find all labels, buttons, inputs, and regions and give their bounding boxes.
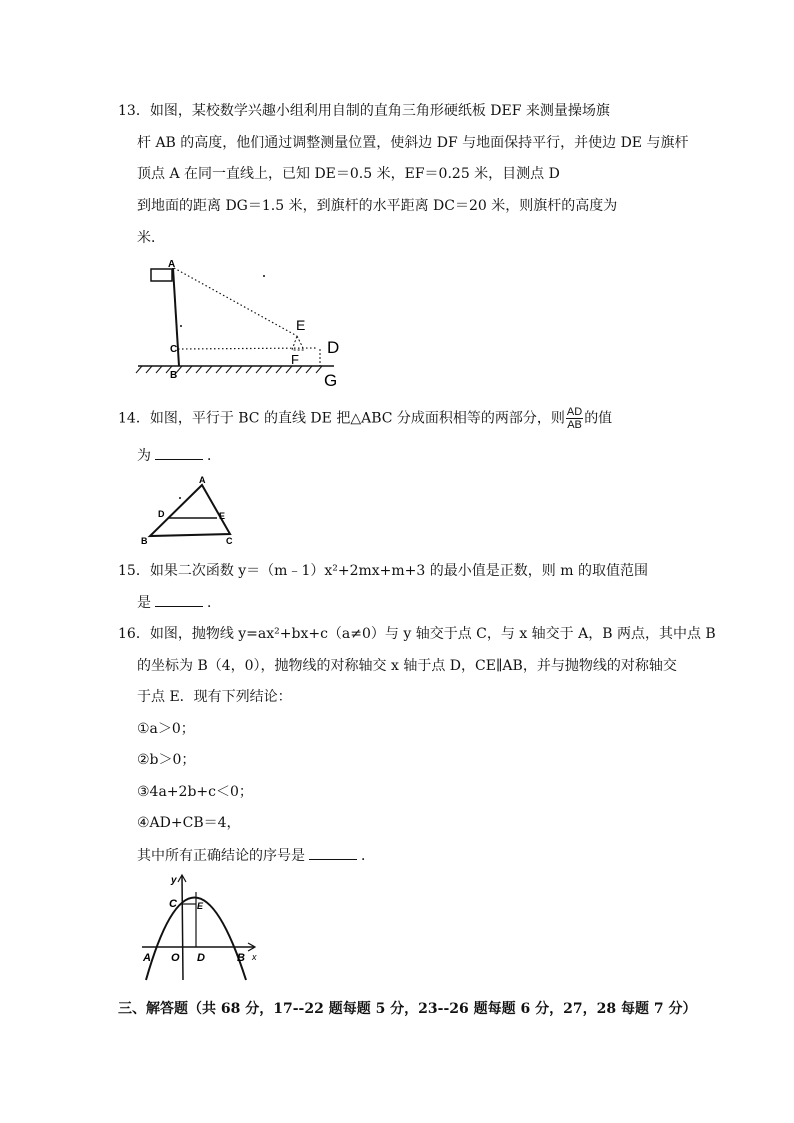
q13-line-4: 到地面的距离 DG＝1.5 米，到旗杆的水平距离 DC＝20 米，则旗杆的高度为 — [137, 198, 618, 214]
q13-line-3: 顶点 A 在同一直线上，已知 DE＝0.5 米，EF＝0.25 米，目测点 D — [137, 166, 560, 182]
label-y: y — [171, 875, 177, 886]
label-A: A — [199, 475, 206, 485]
label-D: D — [197, 952, 205, 964]
label-D: D — [327, 338, 340, 357]
q16-line-2: 的坐标为 B（4，0），抛物线的对称轴交 x 轴于点 D，CE∥AB，并与抛物线的对称轴交 — [137, 658, 677, 674]
q16-line-1: 16．如图，抛物线 y=ax²+bx+c（a≠0）与 y 轴交于点 C，与 x 轴交于 A，B 两点，其中点 B — [118, 626, 716, 642]
q16-period: ． — [361, 848, 375, 864]
label-F: F — [291, 352, 299, 367]
sight-line — [174, 268, 297, 336]
label-G: G — [324, 371, 338, 390]
label-B: B — [170, 370, 178, 381]
label-B: B — [237, 952, 245, 964]
q15-period: ． — [207, 595, 221, 611]
q16-prefix: 其中所有正确结论的序号是 — [137, 848, 305, 864]
label-A: A — [168, 259, 176, 270]
q14-text-tail: 的值 — [584, 410, 613, 427]
fraction-numerator: AD — [566, 406, 583, 418]
label-C: C — [226, 536, 233, 546]
q14-line-1 — [118, 406, 612, 431]
horizontal-line — [178, 348, 316, 349]
label-O: O — [171, 952, 180, 964]
q13-line-2: 杆 AB 的高度，他们通过调整测量位置，使斜边 DF 与地面保持平行，并使边 DE 与旗杆 — [137, 135, 689, 151]
q14-answer-blank — [155, 445, 203, 460]
q14-prefix: 为 — [137, 448, 151, 464]
q16-answer-blank — [309, 845, 357, 860]
label-E: E — [296, 317, 306, 333]
stray-dot — [180, 325, 182, 327]
label-C: C — [170, 344, 178, 355]
ratio-fraction — [566, 406, 583, 431]
q13-line-5: 米． — [137, 230, 165, 246]
q15-line-2 — [137, 592, 221, 613]
section-3-heading: 三、解答题（共 68 分，17--22 题每题 5 分，23--26 题每题 6 分，27，28 每题 7 分） — [118, 1001, 697, 1017]
y-axis — [182, 876, 183, 980]
q16-figure — [138, 870, 262, 986]
q13-line-1: 13．如图，某校数学兴趣小组利用自制的直角三角形硬纸板 DEF 来测量操场旗 — [118, 103, 610, 119]
q14-figure — [138, 474, 248, 548]
q16-line-3: 于点 E．现有下列结论： — [137, 689, 292, 705]
q16-conclusion-1: ①a＞0； — [137, 721, 195, 737]
q14-period: ． — [207, 448, 221, 464]
q15-prefix: 是 — [137, 595, 151, 611]
q16-conclusion-4: ④AD+CB＝4， — [137, 815, 241, 831]
q15-answer-blank — [155, 592, 203, 607]
q16-question — [137, 845, 375, 866]
q13-figure — [134, 256, 354, 392]
label-E: E — [197, 901, 204, 911]
flag — [151, 269, 172, 281]
label-A: A — [143, 952, 151, 964]
stray-dot — [179, 497, 181, 499]
label-C: C — [169, 898, 177, 910]
q14-line-2 — [137, 445, 221, 466]
label-B: B — [141, 536, 148, 546]
q15-line-1: 15．如果二次函数 y＝（m﹣1）x²+2mx+m+3 的最小值是正数，则 m 的取值范围 — [118, 563, 648, 579]
q16-conclusion-3: ③4a+2b+c＜0； — [137, 784, 253, 800]
label-E: E — [219, 511, 226, 521]
fraction-denominator: AB — [567, 419, 582, 431]
label-D: D — [158, 509, 165, 519]
q14-text: 14．如图，平行于 BC 的直线 DE 把△ABC 分成面积相等的两部分，则 — [118, 410, 565, 427]
ground-hatching — [136, 366, 322, 373]
q16-conclusion-2: ②b＞0； — [137, 752, 196, 768]
stray-dot — [263, 275, 265, 277]
label-x: x — [252, 952, 257, 962]
